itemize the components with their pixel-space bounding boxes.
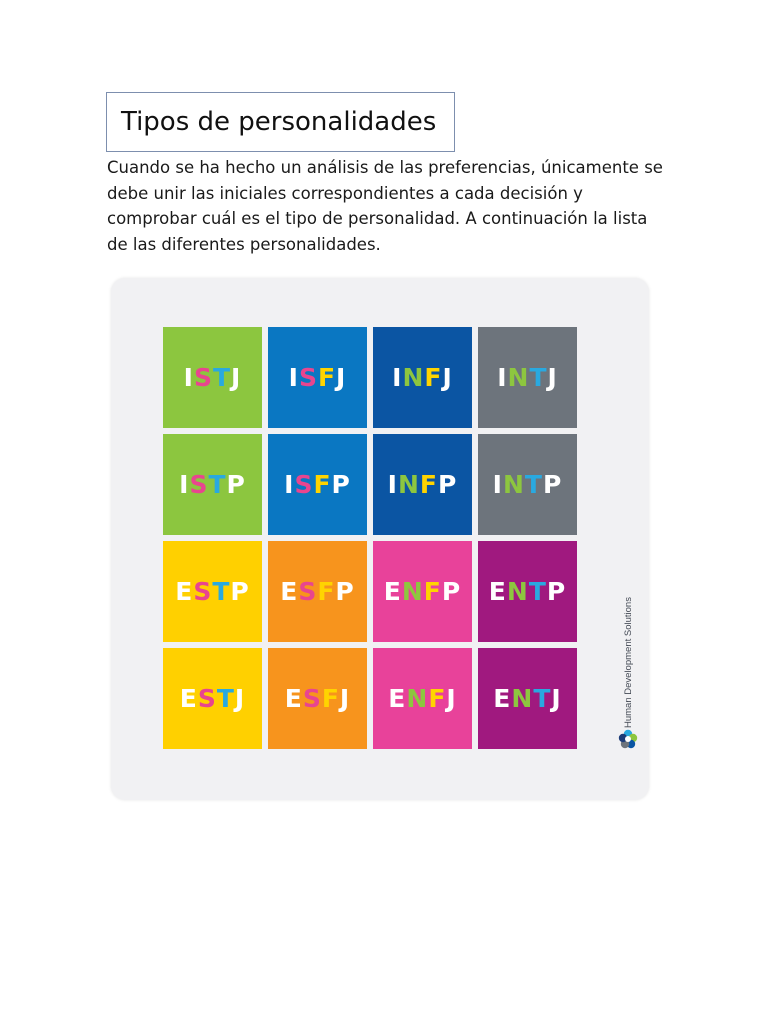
type-letter: S [193, 577, 213, 606]
type-letter: N [511, 684, 534, 713]
type-tile-intj [478, 327, 577, 428]
type-letter: I [392, 363, 403, 392]
type-letter: P [441, 577, 462, 606]
title-box [106, 92, 455, 152]
type-letter: T [528, 577, 547, 606]
type-letter: J [336, 363, 347, 392]
intro-paragraph: Cuando se ha hecho un análisis de las preferencias, únicamente se debe unir las iniciales correspondientes a cada decisión y comprobar cuál es el tipo de personalidad. A continuación la lista de las diferentes personalidades. [107, 158, 663, 254]
type-letter: E [488, 577, 507, 606]
type-letter: T [212, 577, 231, 606]
type-letter: I [179, 470, 190, 499]
type-letter: J [547, 363, 558, 392]
type-letter: P [542, 470, 563, 499]
type-letter: S [197, 684, 217, 713]
type-tile-intp [478, 434, 577, 535]
type-letter: P [230, 577, 250, 606]
type-letter: E [493, 684, 512, 713]
type-letter: E [383, 577, 402, 606]
type-letter: T [529, 363, 548, 392]
type-letter: N [506, 577, 529, 606]
type-letter: F [419, 470, 438, 499]
type-letter: P [335, 577, 355, 606]
type-tile-isfp [268, 434, 367, 535]
type-letter: F [317, 363, 337, 392]
type-letter: J [551, 684, 562, 713]
type-tile-entp [478, 541, 577, 642]
type-letter: E [280, 577, 299, 606]
type-letter: T [533, 684, 552, 713]
type-tile-istp [163, 434, 262, 535]
type-letter: J [234, 684, 246, 713]
type-letter: T [208, 470, 227, 499]
type-tile-esfp [268, 541, 367, 642]
type-letter: F [313, 470, 332, 499]
type-tile-estj [163, 648, 262, 749]
type-letter: J [442, 363, 453, 392]
type-letter: J [446, 684, 457, 713]
type-letter: I [183, 363, 194, 392]
brand-block [609, 578, 649, 758]
type-letter: P [438, 470, 458, 499]
type-letter: J [231, 363, 242, 392]
type-letter: T [524, 470, 543, 499]
brand-label: Human Development Solutions [623, 597, 634, 728]
type-letter: N [406, 684, 429, 713]
type-letter: N [402, 363, 425, 392]
type-tile-enfj [373, 648, 472, 749]
type-letter: P [546, 577, 567, 606]
type-tile-estp [163, 541, 262, 642]
type-letter: E [179, 684, 198, 713]
page-title: Tipos de personalidades [121, 107, 437, 137]
type-letter: P [226, 470, 246, 499]
type-letter: I [492, 470, 503, 499]
type-letter: E [284, 684, 303, 713]
type-letter: N [507, 363, 530, 392]
type-tile-esfj [268, 648, 367, 749]
type-letter: S [294, 470, 314, 499]
type-letter: F [321, 684, 340, 713]
type-tile-isfj [268, 327, 367, 428]
type-tile-infj [373, 327, 472, 428]
type-letter: T [216, 684, 235, 713]
personality-types-figure [111, 278, 649, 800]
flower-logo-icon [617, 728, 639, 750]
type-letter: F [424, 363, 443, 392]
type-letter: E [175, 577, 194, 606]
type-letter: S [302, 684, 322, 713]
type-letter: F [423, 577, 442, 606]
type-tile-istj [163, 327, 262, 428]
type-letter: N [401, 577, 424, 606]
type-letter: F [428, 684, 447, 713]
type-letter: N [502, 470, 525, 499]
type-letter: S [298, 577, 318, 606]
type-letter: J [339, 684, 351, 713]
type-letter: I [284, 470, 295, 499]
type-letter: I [497, 363, 508, 392]
type-tile-entj [478, 648, 577, 749]
personality-grid [163, 327, 577, 749]
type-tile-enfp [373, 541, 472, 642]
type-letter: S [193, 363, 213, 392]
type-letter: S [189, 470, 209, 499]
type-letter: F [317, 577, 336, 606]
type-letter: S [298, 363, 318, 392]
type-letter: T [212, 363, 232, 392]
type-letter: N [397, 470, 420, 499]
type-tile-infp [373, 434, 472, 535]
type-letter: P [331, 470, 351, 499]
type-letter: I [288, 363, 299, 392]
type-letter: I [387, 470, 398, 499]
type-letter: E [388, 684, 407, 713]
